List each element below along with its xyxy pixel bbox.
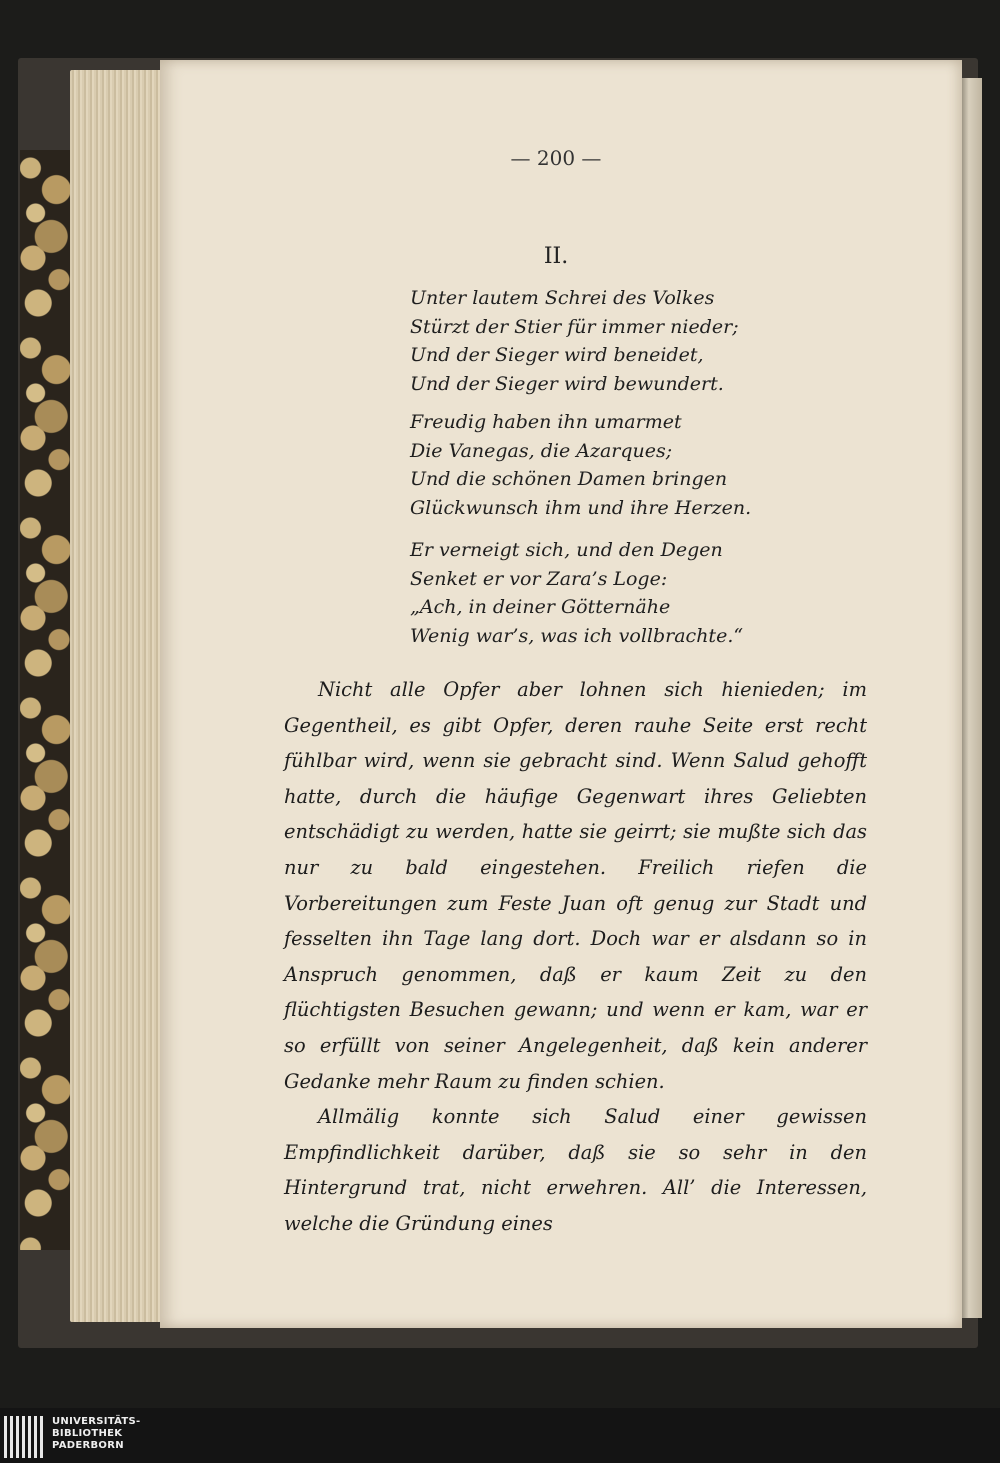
library-footer: [0, 1408, 1000, 1463]
verse-line: Und der Sieger wird beneidet,: [410, 344, 704, 366]
verse-line: Und die schönen Damen bringen: [410, 468, 728, 490]
section-heading: II.: [543, 244, 569, 269]
verse-line: Stürzt der Stier für immer nieder;: [410, 315, 739, 338]
paragraph: Nicht alle Opfer aber lohnen sich hienieden; im Gegentheil, es gibt Opfer, deren rauhe Seite erst recht fühlbar wird, wenn sie gebracht sind. Wenn Salud gehofft hatte, durch die häufige Gegenwart ihres Geliebten entschädigt zu werden, hatte sie geirrt; sie mußte sich das nur zu bald eingestehen. Freilich riefen die Vorbereitungen zum Feste Juan oft genug zur Stadt und fesselten ihn Tage lang dort. Doch war er alsdann so in Anspruch genommen, daß er kaum Zeit zu den flüchtigsten Besuchen gewann; und wenn er kam, war er so erfüllt von seiner Angelegenheit, daß kein anderer Gedanke mehr Raum zu finden schien.: [284, 678, 867, 1093]
library-logo-icon: [4, 1416, 46, 1458]
verse-line: Er verneigt sich, und den Degen: [410, 539, 723, 561]
marbled-board: [20, 150, 72, 1250]
verse-line: Freudig haben ihn umarmet: [410, 411, 682, 433]
verse-stanza-3: [410, 536, 910, 650]
verse-stanza-1: [410, 284, 910, 398]
page-number: — 200 —: [510, 146, 602, 170]
verse-line: Senket er vor Zara’s Loge:: [410, 567, 668, 590]
verse-line: Wenig war’s, was ich vollbrachte.“: [410, 624, 744, 647]
library-logo-text: UNIVERSITÄTS- BIBLIOTHEK PADERBORN: [52, 1416, 141, 1451]
verse-stanza-2: [410, 408, 910, 522]
facing-page-edge: [960, 78, 982, 1318]
verse-line: Und der Sieger wird bewundert.: [410, 372, 724, 395]
paragraph: Allmälig konnte sich Salud einer gewissen Empfindlichkeit darüber, daß sie so sehr in den Hintergrund trat, nicht erwehren. All’ die Interessen, welche die Gründung eines: [284, 1105, 867, 1235]
verse-line: „Ach, in deiner Götternähe: [410, 596, 671, 618]
prose-body: [284, 672, 867, 1242]
verse-line: Glückwunsch ihm und ihre Herzen.: [410, 496, 752, 519]
verse-line: Die Vanegas, die Azarques;: [410, 439, 673, 462]
verse-line: Unter lautem Schrei des Volkes: [410, 287, 715, 309]
book-page: [160, 60, 962, 1328]
